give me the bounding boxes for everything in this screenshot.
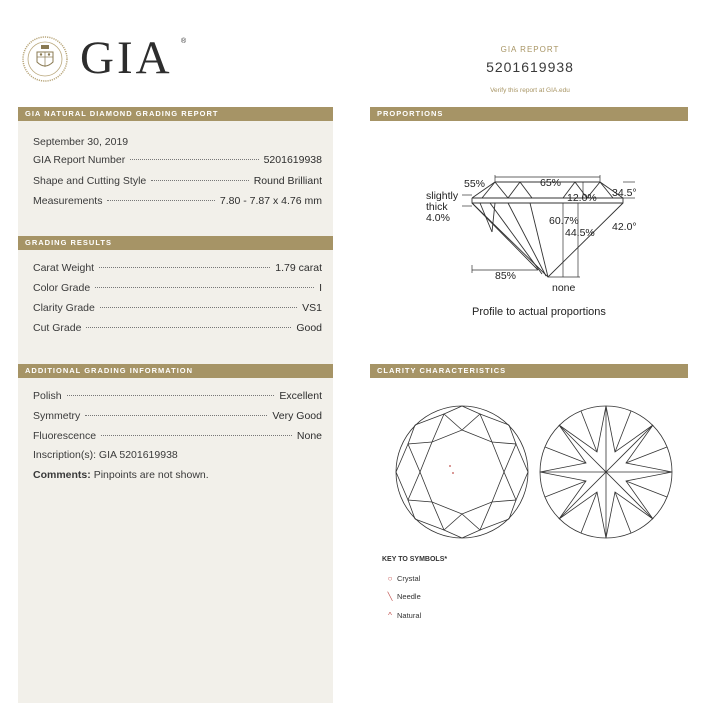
- color-row: [33, 282, 322, 296]
- key-title: KEY TO SYMBOLS*: [382, 556, 448, 563]
- pavilion-view: [540, 406, 672, 538]
- inscription: Inscription(s): GIA 5201619938: [33, 449, 178, 461]
- row-label: Carat Weight: [33, 262, 95, 274]
- needle-icon: ╲: [387, 592, 393, 601]
- key-natural: [385, 611, 421, 620]
- measurements-row: [33, 195, 322, 209]
- verify-link[interactable]: Verify this report at GIA.edu: [490, 87, 570, 94]
- girdle-label-2: thick: [426, 201, 448, 213]
- row-label: Symmetry: [33, 410, 81, 422]
- row-value: None: [296, 430, 322, 442]
- lower-half-label: 85%: [495, 270, 517, 282]
- polish-row: [33, 390, 322, 404]
- comments: [33, 469, 209, 481]
- girdle-label-3: 4.0%: [426, 212, 450, 224]
- row-value: I: [319, 282, 322, 294]
- cut-row: [33, 322, 322, 336]
- row-label: Measurements: [33, 195, 103, 207]
- row-label: Cut Grade: [33, 322, 82, 334]
- girdle-label-1: slightly: [426, 190, 459, 202]
- key-crystal: [385, 574, 420, 583]
- clarity-row: [33, 302, 322, 316]
- report-details-panel: [18, 107, 333, 703]
- dot-leader: [99, 267, 270, 268]
- gia-logo-text: GIA: [80, 32, 173, 84]
- additional-info-band: ADDITIONAL GRADING INFORMATION: [18, 364, 333, 378]
- dot-leader: [67, 395, 275, 396]
- dot-leader: [100, 307, 297, 308]
- crown-angle-left-label: 55%: [464, 178, 486, 190]
- registered-mark: ®: [181, 38, 187, 45]
- row-value: Very Good: [272, 410, 322, 422]
- dot-leader: [107, 200, 214, 201]
- row-label: Color Grade: [33, 282, 91, 294]
- gia-seal-logo: [22, 36, 68, 82]
- table-label: 65%: [540, 177, 562, 189]
- key-needle: [385, 592, 421, 601]
- clarity-band: CLARITY CHARACTERISTICS: [370, 364, 688, 378]
- crown-angle-label: 34.5°: [612, 187, 637, 199]
- row-value: 5201619938: [263, 154, 322, 166]
- dot-leader: [95, 287, 314, 288]
- key-label: Natural: [397, 611, 422, 620]
- dot-leader: [85, 415, 267, 416]
- report-date: September 30, 2019: [33, 136, 129, 148]
- row-value: 1.79 carat: [275, 262, 322, 274]
- comments-label: Comments:: [33, 469, 91, 481]
- shape-row: [33, 175, 322, 189]
- row-value: Round Brilliant: [253, 175, 322, 187]
- grading-report-band: GIA NATURAL DIAMOND GRADING REPORT: [18, 107, 333, 121]
- crystal-icon: ○: [387, 574, 393, 583]
- row-label: Fluorescence: [33, 430, 97, 442]
- key-label: Crystal: [397, 574, 421, 583]
- pavilion-angle-label: 42.0°: [612, 221, 637, 233]
- total-depth-label: 60.7%: [549, 215, 579, 227]
- row-label: GIA Report Number: [33, 154, 126, 166]
- report-number: 5201619938: [486, 59, 574, 75]
- row-label: Clarity Grade: [33, 302, 95, 314]
- dot-leader: [151, 180, 248, 181]
- row-value: Good: [296, 322, 322, 334]
- report-number-row: [33, 154, 322, 168]
- crown-view: [396, 406, 528, 538]
- fluorescence-row: [33, 430, 322, 444]
- dot-leader: [101, 435, 292, 436]
- grading-results-band: GRADING RESULTS: [18, 236, 333, 250]
- crown-height-label: 12.0%: [567, 192, 597, 204]
- proportions-band: PROPORTIONS: [370, 107, 688, 121]
- carat-row: [33, 262, 322, 276]
- dot-leader: [130, 159, 258, 160]
- row-value: Excellent: [279, 390, 322, 402]
- pavilion-depth-label: 44.5%: [565, 227, 595, 239]
- row-label: Polish: [33, 390, 62, 402]
- culet-label: none: [552, 282, 576, 294]
- pinpoint-marks: [449, 465, 454, 474]
- comments-text: Pinpoints are not shown.: [93, 469, 209, 481]
- report-caption: GIA REPORT: [500, 45, 560, 54]
- dot-leader: [86, 327, 291, 328]
- row-value: VS1: [302, 302, 322, 314]
- profile-caption: Profile to actual proportions: [472, 306, 606, 318]
- clarity-plot: [392, 398, 678, 546]
- symmetry-row: [33, 410, 322, 424]
- row-label: Shape and Cutting Style: [33, 175, 147, 187]
- row-value: 7.80 - 7.87 x 4.76 mm: [219, 195, 322, 207]
- key-label: Needle: [397, 592, 421, 601]
- natural-icon: ^: [388, 611, 392, 620]
